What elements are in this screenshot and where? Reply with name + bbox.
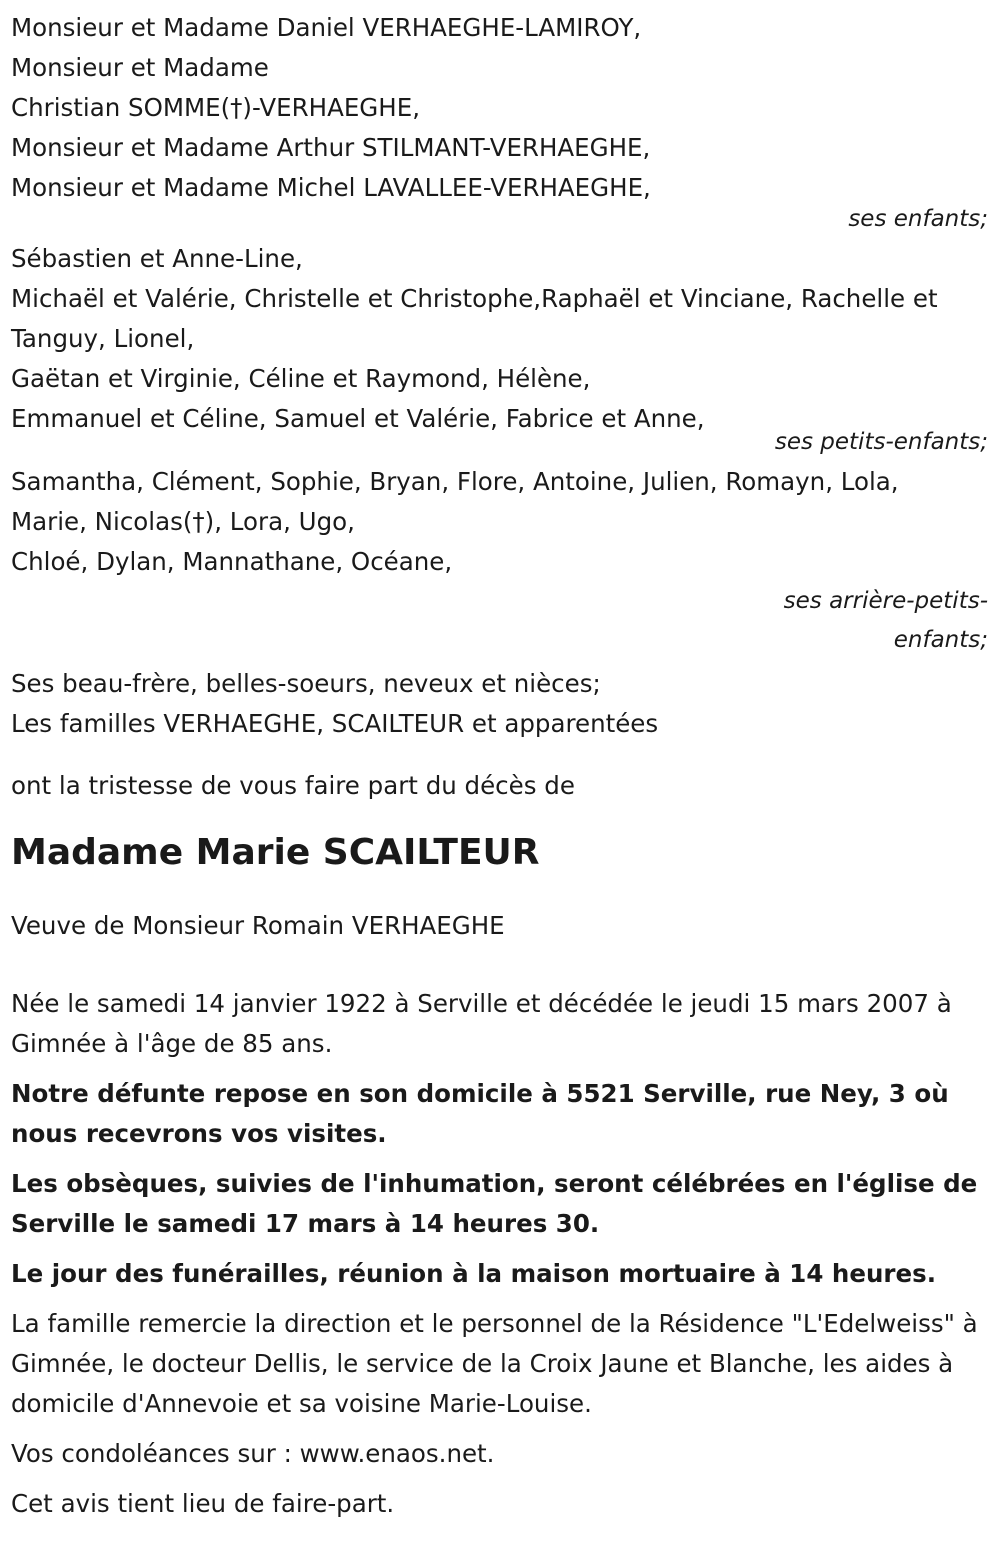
role-grandchildren-label: ses petits-enfants; <box>774 429 988 455</box>
repose-text: Notre défunte repose en son domicile à 5521 Serville, rue Ney, 3 où nous recevrons vos visites. <box>11 1079 949 1148</box>
funeral-text: Les obsèques, suivies de l'inhumation, seront célébrées en l'église de Serville le samedi 17 mars à 14 heures 30. <box>11 1169 978 1238</box>
role-great-grandchildren-label: ses arrière-petits-enfants; <box>783 588 988 653</box>
notice-text: Cet avis tient lieu de faire-part. <box>11 1489 395 1518</box>
deceased-name: Madame Marie SCAILTEUR <box>11 832 540 873</box>
great-grandchildren-list <box>11 462 990 582</box>
meeting-text: Le jour des funérailles, réunion à la maison mortuaire à 14 heures. <box>11 1259 936 1288</box>
child-line: Monsieur et Madame <box>11 53 269 82</box>
grandchild-line: Emmanuel et Céline, Samuel et Valérie, Fabrice et Anne, <box>11 404 705 433</box>
extended-family <box>11 664 990 744</box>
children-list <box>11 8 990 208</box>
grandchild-line: Sébastien et Anne-Line, <box>11 244 303 273</box>
announcement-text: ont la tristesse de vous faire part du décès de <box>11 771 575 800</box>
widow-of-text: Veuve de Monsieur Romain VERHAEGHE <box>11 911 505 940</box>
child-line: Monsieur et Madame Daniel VERHAEGHE-LAMIROY, <box>11 13 642 42</box>
role-children-label: ses enfants; <box>848 206 988 232</box>
grandchildren-list <box>11 239 990 439</box>
condolences-text: Vos condoléances sur : www.enaos.net. <box>11 1439 495 1468</box>
grandchild-line: Gaëtan et Virginie, Céline et Raymond, Hélène, <box>11 364 591 393</box>
great-grandchild-line: Chloé, Dylan, Mannathane, Océane, <box>11 547 453 576</box>
child-line: Monsieur et Madame Michel LAVALLEE-VERHAEGHE, <box>11 173 651 202</box>
family-line: Ses beau-frère, belles-soeurs, neveux et nièces; <box>11 669 601 698</box>
child-line: Monsieur et Madame Arthur STILMANT-VERHAEGHE, <box>11 133 651 162</box>
birth-death-text: Née le samedi 14 janvier 1922 à Serville et décédée le jeudi 15 mars 2007 à Gimnée à l'âge de 85 ans. <box>11 989 952 1058</box>
great-grandchild-line: Samantha, Clément, Sophie, Bryan, Flore, Antoine, Julien, Romayn, Lola, Marie, Nicolas(†), Lora, Ugo, <box>11 467 899 536</box>
thanks-text: La famille remercie la direction et le personnel de la Résidence "L'Edelweiss" à Gimnée, le docteur Dellis, le service de la Croix Jaune et Blanche, les aides à domicile d'Annevoie et sa voisine Marie-Louise. <box>11 1309 978 1418</box>
grandchild-line: Michaël et Valérie, Christelle et Christophe,Raphaël et Vinciane, Rachelle et Tanguy, Lionel, <box>11 284 938 353</box>
child-line: Christian SOMME(†)-VERHAEGHE, <box>11 93 420 122</box>
family-line: Les familles VERHAEGHE, SCAILTEUR et apparentées <box>11 709 659 738</box>
